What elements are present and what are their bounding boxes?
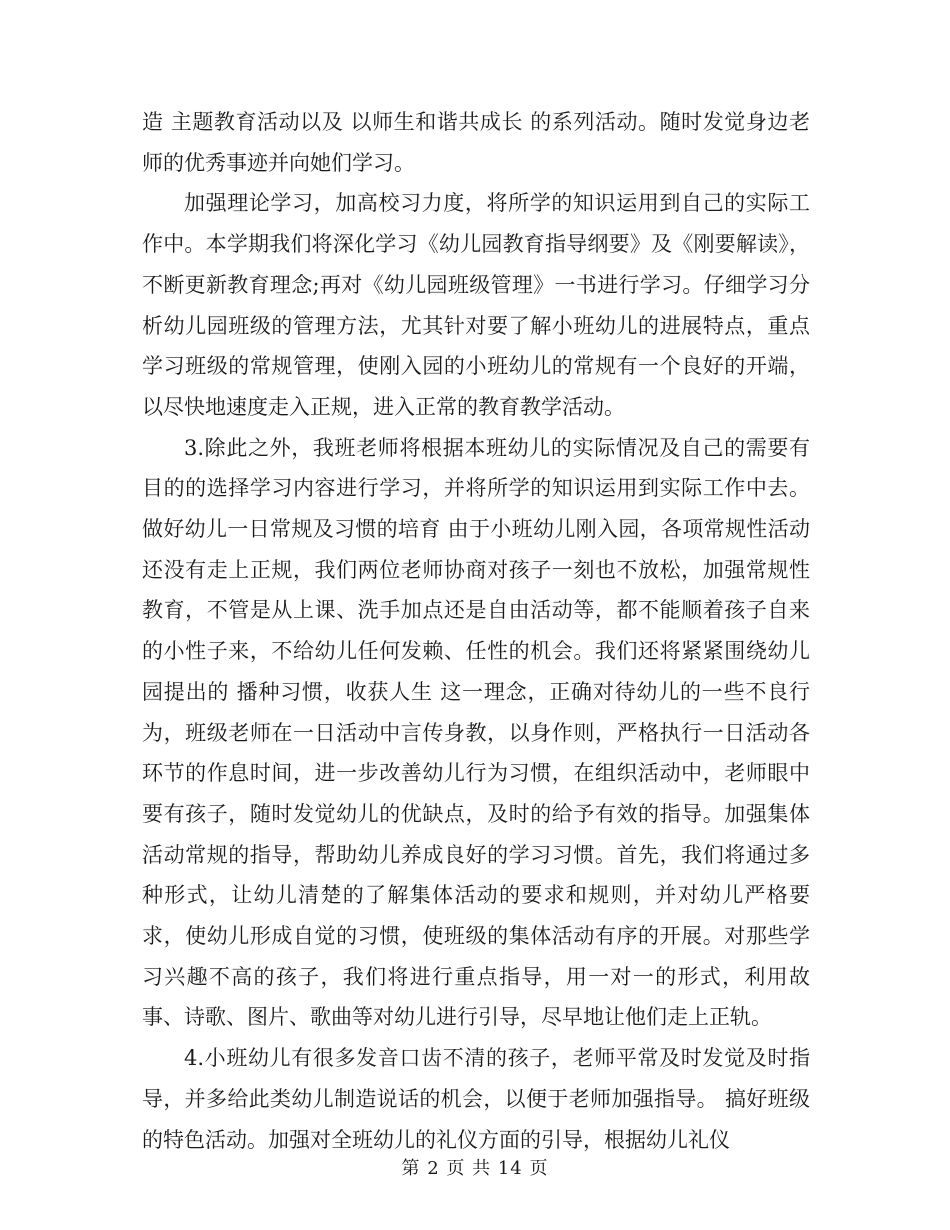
document-body: [142, 102, 810, 1160]
page-number-footer: 第 2 页 共 14 页: [401, 1158, 549, 1179]
paragraph-4: 4.小班幼儿有很多发音口齿不清的孩子，老师平常及时发觉及时指导，并多给此类幼儿制造说话的机会，以便于老师加强指导。 搞好班级的特色活动。加强对全班幼儿的礼仪方面的引导，根据幼儿礼仪: [142, 1046, 810, 1152]
paragraph-1: 造 主题教育活动以及 以师生和谐共成长 的系列活动。随时发觉身边老师的优秀事迹并向她们学习。: [142, 110, 810, 175]
paragraph-2: 加强理论学习，加高校习力度，将所学的知识运用到自己的实际工作中。本学期我们将深化学习《幼儿园教育指导纲要》及《刚要解读》，不断更新教育理念;再对《幼儿园班级管理》一书进行学习。仔细学习分析幼儿园班级的管理方法，尤其针对要了解小班幼儿的进展特点，重点学习班级的常规管理，使刚入园的小班幼儿的常规有一个良好的开端，以尽快地速度走入正规，进入正常的教育教学活动。: [142, 191, 810, 419]
paragraph-3: 3.除此之外，我班老师将根据本班幼儿的实际情况及自己的需要有目的的选择学习内容进行学习，并将所学的知识运用到实际工作中去。 做好幼儿一日常规及习惯的培育 由于小班幼儿刚入园，各项常规性活动还没有走上正规，我们两位老师协商对孩子一刻也不放松，加强常规性教育，不管是从上课、洗手加点还是自由活动等，都不能顺着孩子自来的小性子来，不给幼儿任何发赖、任性的机会。我们还将紧紧围绕幼儿园提出的 播种习惯，收获人生 这一理念，正确对待幼儿的一些不良行为，班级老师在一日活动中言传身教，以身作则，严格执行一日活动各环节的作息时间，进一步改善幼儿行为习惯，在组织活动中，老师眼中要有孩子，随时发觉幼儿的优缺点，及时的给予有效的指导。加强集体活动常规的指导，帮助幼儿养成良好的学习习惯。首先，我们将通过多种形式，让幼儿清楚的了解集体活动的要求和规则，并对幼儿严格要求，使幼儿形成自觉的习惯，使班级的集体活动有序的开展。对那些学习兴趣不高的孩子，我们将进行重点指导，用一对一的形式，利用故事、诗歌、图片、歌曲等对幼儿进行引导，尽早地让他们走上正轨。: [142, 435, 810, 1030]
